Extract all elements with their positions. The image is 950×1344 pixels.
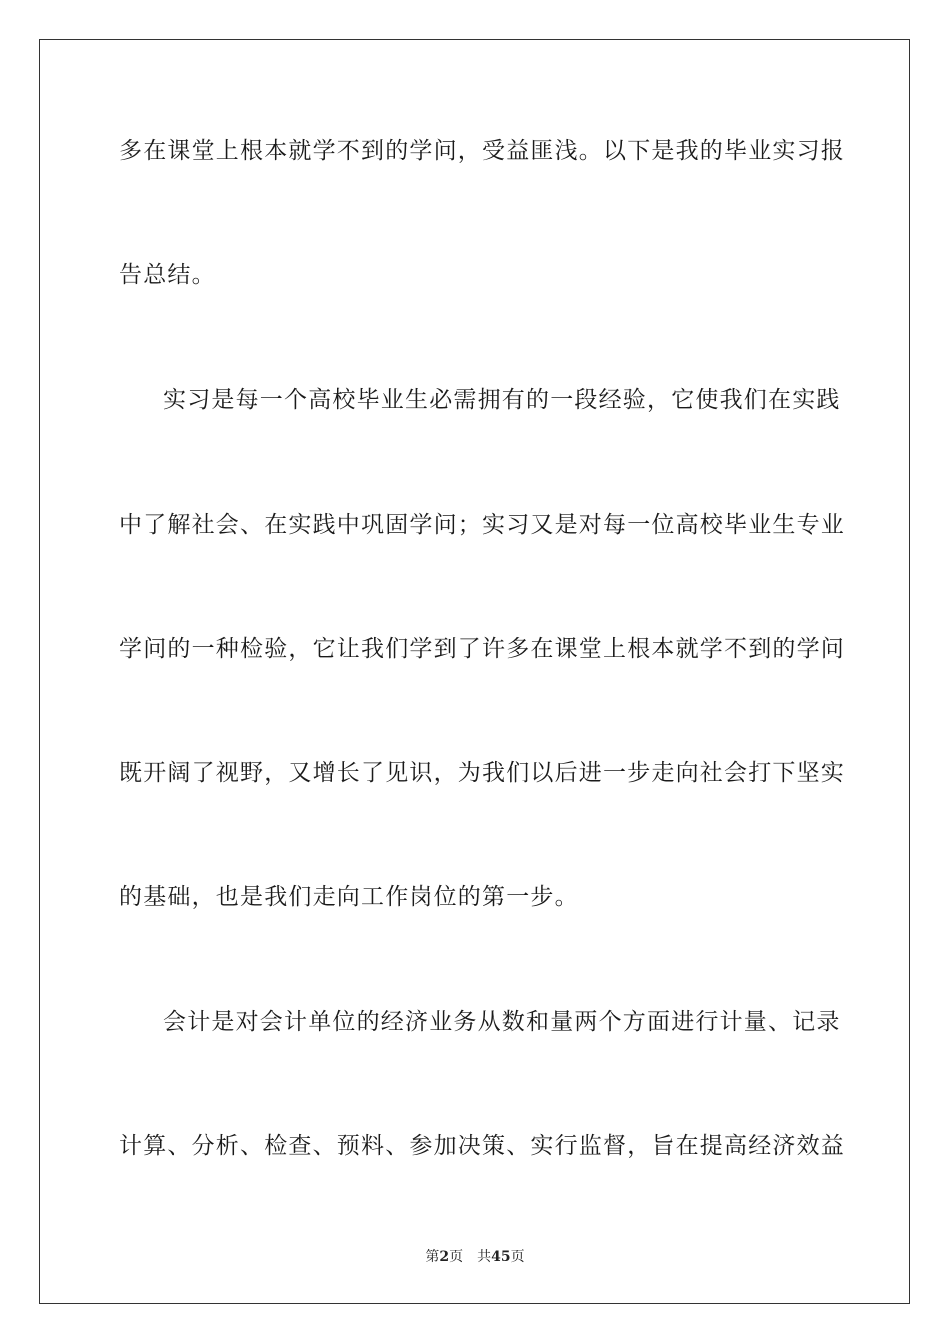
- text-line-1: 多在课堂上根本就学不到的学问，受益匪浅。以下是我的毕业实习报: [119, 138, 845, 164]
- text-line-9: 计算、分析、检查、预料、参加决策、实行监督，旨在提高经济效益: [119, 1133, 845, 1159]
- text-line-4: 中了解社会、在实践中巩固学问；实习又是对每一位高校毕业生专业: [119, 512, 845, 538]
- page-suffix: 页: [449, 1249, 464, 1265]
- total-pages: 45: [491, 1249, 511, 1265]
- text-line-2: 告总结。: [119, 262, 216, 288]
- page-number: 2: [439, 1249, 450, 1265]
- page-prefix: 第: [425, 1249, 440, 1265]
- text-line-6: 既开阔了视野，又增长了见识，为我们以后进一步走向社会打下坚实: [119, 760, 845, 786]
- page-footer: [0, 1248, 950, 1266]
- page-border: [39, 39, 910, 1304]
- total-prefix: 共: [477, 1249, 492, 1265]
- text-line-5: 学问的一种检验，它让我们学到了许多在课堂上根本就学不到的学问: [119, 636, 845, 662]
- paragraph-start-line: 会计是对会计单位的经济业务从数和量两个方面进行计量、记录: [163, 1009, 841, 1035]
- text-line-7: 的基础，也是我们走向工作岗位的第一步。: [119, 884, 579, 910]
- total-suffix: 页: [510, 1249, 525, 1265]
- paragraph-start-line: 实习是每一个高校毕业生必需拥有的一段经验，它使我们在实践: [163, 387, 841, 413]
